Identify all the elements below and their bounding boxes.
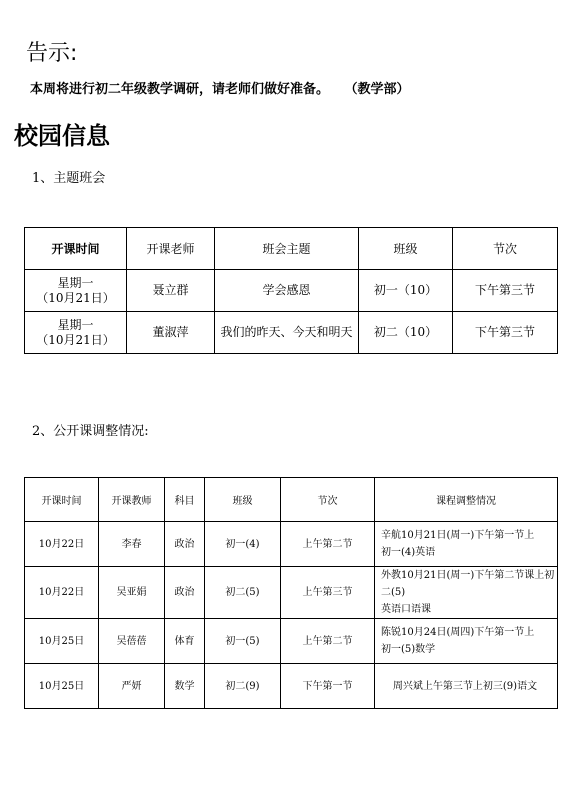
teacher-cell: 吴亚娟 <box>99 567 165 619</box>
header-cell: 开课时间 <box>25 478 99 522</box>
header-cell: 开课教师 <box>99 478 165 522</box>
header-cell: 科目 <box>165 478 205 522</box>
date-day: （10月21日） <box>36 332 115 347</box>
header-cell: 班会主题 <box>215 228 359 270</box>
adjustment-line: 初一(5)数学 <box>381 644 436 655</box>
adjustment-line: 周兴斌上午第三节上初三(9)语文 <box>392 680 538 692</box>
class-cell: 初二(9) <box>205 664 281 709</box>
period-cell: 下午第三节 <box>453 270 558 312</box>
class-meeting-table <box>24 227 558 354</box>
date-weekday: 星期一 <box>57 317 94 332</box>
subject-cell: 体育 <box>165 619 205 664</box>
campus-info-title: 校园信息 <box>14 122 110 150</box>
header-cell: 开课老师 <box>127 228 215 270</box>
period-cell: 下午第一节 <box>281 664 375 709</box>
table-row <box>25 522 558 567</box>
notice-body: 本周将进行初二年级教学调研，请老师们做好准备。 <box>30 82 330 97</box>
notice-title: 告示: <box>26 41 78 66</box>
date-cell: 10月22日 <box>25 522 99 567</box>
subject-cell: 政治 <box>165 522 205 567</box>
adjustment-cell <box>375 619 558 664</box>
open-class-table <box>24 477 558 709</box>
teacher-cell: 聂立群 <box>127 270 215 312</box>
teacher-cell: 吴蓓蓓 <box>99 619 165 664</box>
table-row <box>25 619 558 664</box>
header-cell: 节次 <box>281 478 375 522</box>
date-cell <box>25 312 127 354</box>
period-cell: 上午第二节 <box>281 522 375 567</box>
table-header-row <box>25 478 558 522</box>
section-heading-open-class: 2、公开课调整情况: <box>32 424 149 439</box>
header-cell: 课程调整情况 <box>375 478 558 522</box>
table-row <box>25 312 558 354</box>
adjustment-cell <box>375 664 558 709</box>
subject-cell: 政治 <box>165 567 205 619</box>
adjustment-line: 辛航10月21日(周一)下午第一节上 <box>381 530 535 541</box>
date-cell <box>25 270 127 312</box>
teacher-cell: 李春 <box>99 522 165 567</box>
header-cell: 班级 <box>359 228 453 270</box>
notice-department: （教学部） <box>351 82 410 97</box>
date-cell: 10月22日 <box>25 567 99 619</box>
table-row <box>25 567 558 619</box>
class-cell: 初一(5) <box>205 619 281 664</box>
date-cell: 10月25日 <box>25 664 99 709</box>
class-cell: 初一(4) <box>205 522 281 567</box>
adjustment-line: 陈锐10月24日(周四)下午第一节上 <box>381 627 535 638</box>
subject-cell: 数学 <box>165 664 205 709</box>
topic-cell: 学会感恩 <box>215 270 359 312</box>
adjustment-line: 初一(4)英语 <box>381 547 436 558</box>
class-cell: 初二(5) <box>205 567 281 619</box>
header-cell: 班级 <box>205 478 281 522</box>
header-cell: 节次 <box>453 228 558 270</box>
adjustment-cell <box>375 522 558 567</box>
table-row <box>25 664 558 709</box>
date-cell: 10月25日 <box>25 619 99 664</box>
date-day: （10月21日） <box>36 290 115 305</box>
section-heading-class-meeting: 1、主题班会 <box>32 171 106 186</box>
period-cell: 上午第三节 <box>281 567 375 619</box>
teacher-cell: 董淑萍 <box>127 312 215 354</box>
adjustment-line: 外教10月21日(周一)下午第二节课上初二(5) <box>381 570 555 598</box>
period-cell: 下午第三节 <box>453 312 558 354</box>
topic-cell: 我们的昨天、今天和明天 <box>215 312 359 354</box>
table-header-row <box>25 228 558 270</box>
teacher-cell: 严妍 <box>99 664 165 709</box>
header-cell: 开课时间 <box>25 228 127 270</box>
table-row <box>25 270 558 312</box>
date-weekday: 星期一 <box>57 275 94 290</box>
class-cell: 初二（10） <box>359 312 453 354</box>
adjustment-line: 英语口语课 <box>381 604 431 615</box>
adjustment-cell <box>375 567 558 619</box>
class-cell: 初一（10） <box>359 270 453 312</box>
period-cell: 上午第二节 <box>281 619 375 664</box>
notice-text <box>30 78 410 97</box>
